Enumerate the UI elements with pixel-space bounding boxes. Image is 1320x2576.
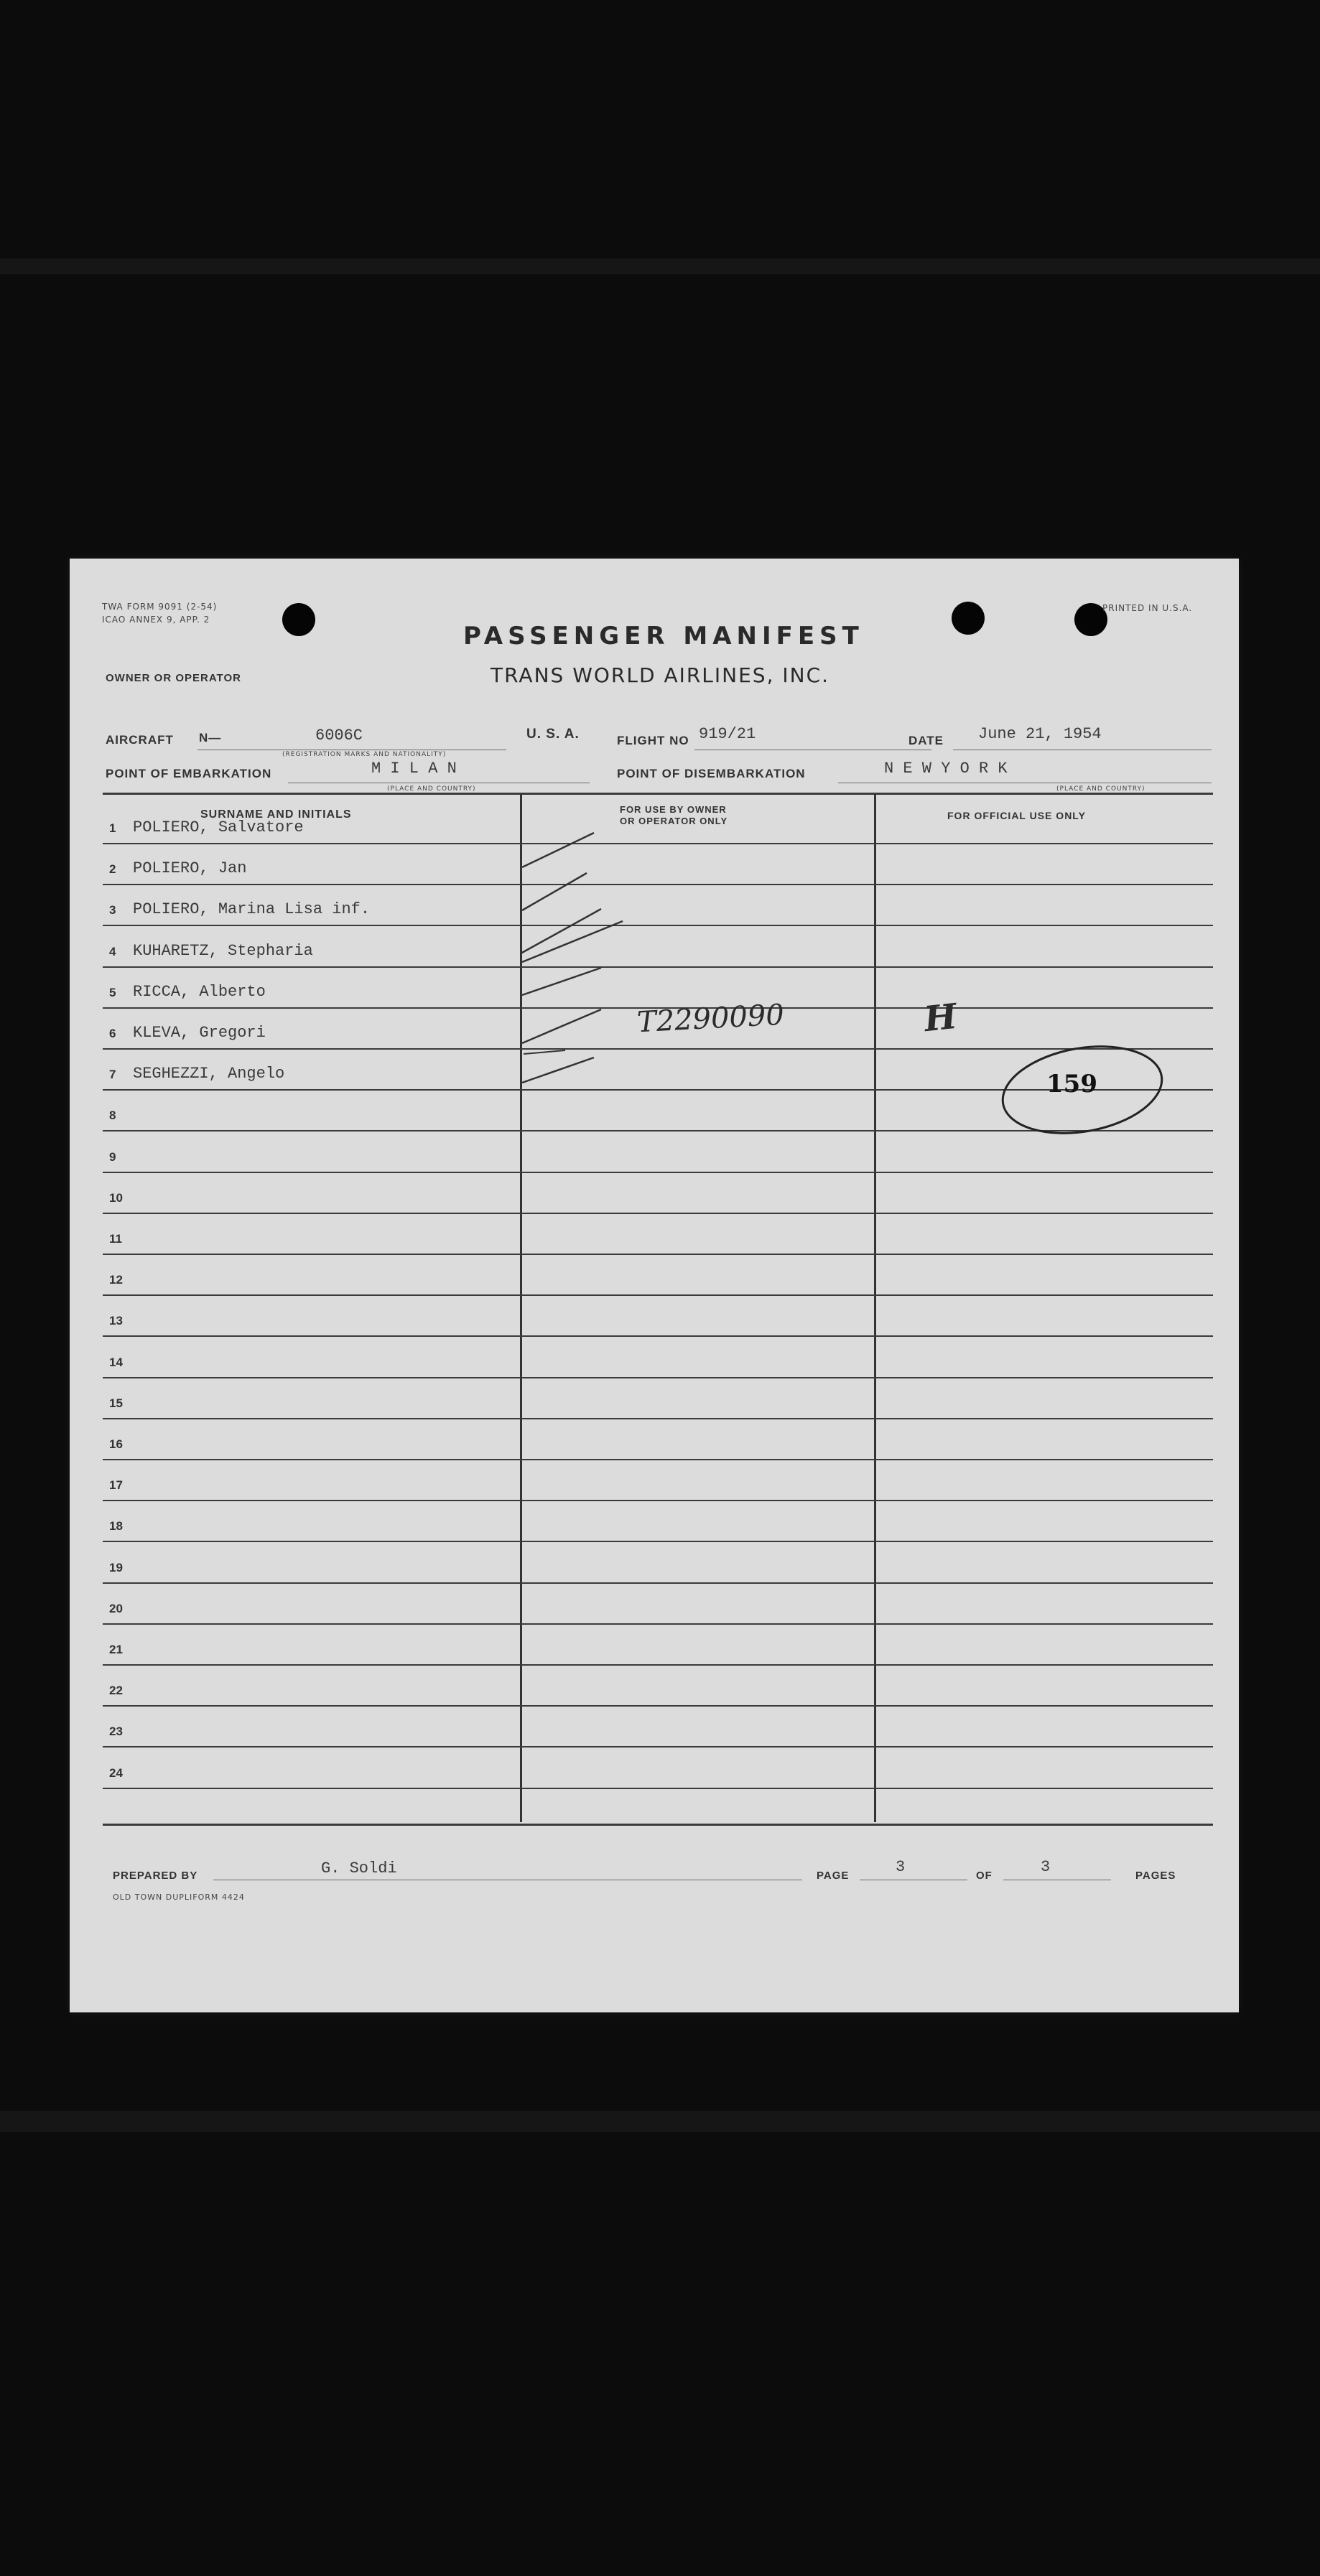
row-number: 4 [109, 944, 116, 958]
aircraft-number: 6006C [315, 727, 363, 745]
row-number: 23 [109, 1725, 123, 1739]
owner-note: T2290090 [636, 998, 785, 1040]
flight-label: FLIGHT NO [617, 734, 689, 747]
passenger-name: KUHARETZ, Stepharia [133, 941, 313, 960]
tick-mark [522, 921, 623, 962]
row-number: 17 [109, 1478, 123, 1493]
aircraft-note: (REGISTRATION MARKS AND NATIONALITY) [282, 751, 447, 758]
scan-band [0, 2111, 1320, 2132]
row-number: 9 [109, 1149, 116, 1164]
flight-number: 919/21 [699, 725, 756, 743]
row-rule [103, 1335, 1213, 1337]
manifest-sheet [70, 559, 1239, 2012]
tick-mark [522, 1058, 594, 1083]
row-number: 14 [109, 1355, 123, 1369]
row-rule [103, 1788, 1213, 1789]
tick-mark [522, 833, 594, 867]
disembarkation-label: POINT OF DISEMBARKATION [617, 767, 806, 780]
punch-hole [952, 602, 985, 635]
passenger-name: POLIERO, Salvatore [133, 818, 304, 836]
row-rule [103, 1500, 1213, 1501]
owner-use-header-2: OR OPERATOR ONLY [620, 816, 728, 826]
row-number: 5 [109, 985, 116, 999]
row-number: 2 [109, 862, 116, 877]
aircraft-label: AIRCRAFT [106, 733, 174, 747]
row-number: 12 [109, 1273, 123, 1287]
owner-label: OWNER OR OPERATOR [106, 672, 241, 684]
row-number: 21 [109, 1643, 123, 1656]
of-value: 3 [1041, 1858, 1051, 1876]
row-rule [103, 1254, 1213, 1255]
table-bottom-border [103, 1824, 1213, 1826]
row-number: 8 [109, 1109, 116, 1123]
table-top-border [103, 793, 1213, 795]
row-number: 16 [109, 1437, 123, 1451]
airline-name: TRANS WORLD AIRLINES, INC. [491, 663, 830, 687]
tick-mark [522, 968, 601, 995]
row-rule [103, 1623, 1213, 1625]
passenger-name: POLIERO, Marina Lisa inf. [133, 900, 371, 919]
row-rule [103, 1377, 1213, 1378]
row-rule [103, 1746, 1213, 1747]
page-label: PAGE [817, 1870, 850, 1882]
row-number: 6 [109, 1027, 116, 1040]
row-number: 11 [109, 1232, 122, 1246]
row-rule [103, 1582, 1213, 1584]
page-value: 3 [896, 1858, 906, 1876]
manifest-title: PASSENGER MANIFEST [463, 622, 864, 650]
row-number: 7 [109, 1068, 116, 1082]
tick-mark [522, 1009, 601, 1043]
row-rule [103, 1294, 1213, 1296]
row-number: 3 [109, 903, 116, 918]
country-label: U. S. A. [526, 727, 580, 742]
row-number: 22 [109, 1684, 123, 1698]
row-rule [103, 1541, 1213, 1542]
row-number: 20 [109, 1601, 123, 1615]
prepared-label: PREPARED BY [113, 1870, 198, 1882]
form-number: TWA FORM 9091 (2-54) [102, 602, 218, 612]
row-number: 1 [109, 821, 116, 835]
punch-hole [282, 603, 315, 636]
row-rule [103, 1213, 1213, 1214]
tick-mark [522, 873, 587, 910]
row-rule [103, 1664, 1213, 1666]
pages-label: PAGES [1135, 1870, 1176, 1882]
passenger-name: POLIERO, Jan [133, 859, 247, 878]
official-mark: H [922, 996, 959, 1040]
row-number: 10 [109, 1190, 123, 1205]
passenger-name: SEGHEZZI, Angelo [133, 1065, 285, 1083]
row-rule [103, 1418, 1213, 1419]
passenger-name: KLEVA, Gregori [133, 1024, 266, 1042]
embarkation-value: M I L A N [371, 760, 457, 778]
aircraft-prefix: N— [199, 731, 222, 745]
official-use-header: FOR OFFICIAL USE ONLY [947, 810, 1086, 821]
row-number: 15 [109, 1396, 123, 1410]
row-number: 13 [109, 1314, 123, 1328]
of-label: OF [976, 1870, 993, 1882]
date-label: DATE [908, 734, 944, 747]
owner-use-header: FOR USE BY OWNER [620, 804, 727, 815]
row-number: 19 [109, 1560, 123, 1574]
icao-reference: ICAO ANNEX 9, APP. 2 [102, 615, 210, 625]
row-number: 24 [109, 1765, 123, 1780]
tick-marks [515, 831, 659, 1133]
surname-header: SURNAME AND INITIALS [200, 808, 352, 821]
prepared-value: G. Soldi [321, 1859, 397, 1877]
disembarkation-note: (PLACE AND COUNTRY) [1056, 785, 1145, 793]
row-rule [103, 1705, 1213, 1707]
column-divider [874, 794, 876, 1822]
printed-in: PRINTED IN U.S.A. [1102, 603, 1193, 613]
passenger-name: RICCA, Alberto [133, 982, 266, 1001]
disembarkation-value: N E W Y O R K [884, 760, 1008, 778]
row-rule [103, 1172, 1213, 1173]
row-rule [103, 1459, 1213, 1460]
embarkation-note: (PLACE AND COUNTRY) [387, 785, 476, 793]
embarkation-label: POINT OF EMBARKATION [106, 767, 272, 780]
scan-band [0, 258, 1320, 274]
row-number: 18 [109, 1519, 123, 1534]
date-value: June 21, 1954 [978, 725, 1102, 743]
printer-note: OLD TOWN DUPLIFORM 4424 [113, 1893, 245, 1902]
tick-mark [524, 1050, 565, 1054]
stamp-number: 159 [1046, 1070, 1097, 1098]
